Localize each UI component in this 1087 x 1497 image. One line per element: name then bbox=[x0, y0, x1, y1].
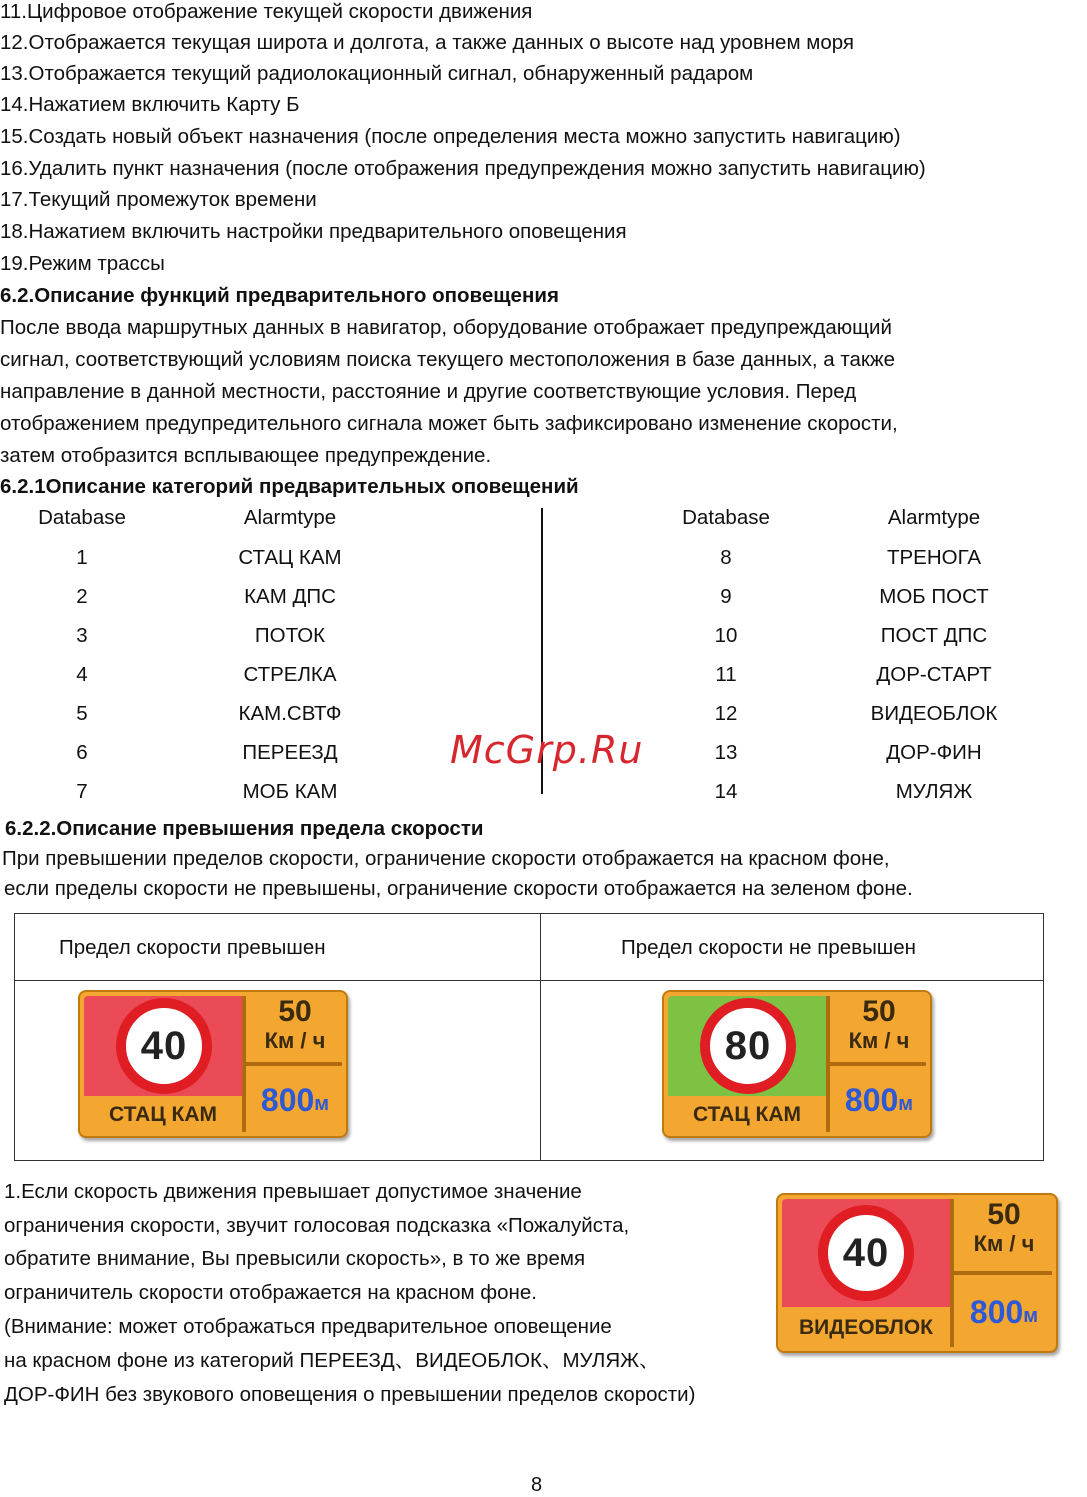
paragraph-line: отображением предупредительного сигнала может быть зафиксировано изменение скорости, bbox=[0, 412, 898, 435]
col-header-database: Database bbox=[682, 506, 770, 529]
note-line: ограничения скорости, звучит голосовая подсказка «Пожалуйста, bbox=[4, 1214, 630, 1237]
note-line: ДОР-ФИН без звукового оповещения о превышении пределов скорости) bbox=[4, 1383, 696, 1406]
sign-category: СТАЦ КАМ bbox=[109, 1103, 217, 1126]
speed-sign-example bbox=[776, 1193, 1058, 1353]
watermark: McGrp.Ru bbox=[450, 728, 644, 772]
col-header-not-exceeded: Предел скорости не превышен bbox=[621, 936, 916, 959]
table-cell-alarmtype: ВИДЕОБЛОК bbox=[870, 702, 998, 725]
table-cell-alarmtype: СТРЕЛКА bbox=[243, 663, 337, 686]
distance-unit: м bbox=[314, 1092, 330, 1115]
distance-value: 800 bbox=[844, 1081, 899, 1118]
paragraph-line: сигнал, соответствующий условиям поиска текущего местоположения в базе данных, а также bbox=[0, 348, 895, 371]
note-line: 1.Если скорость движения превышает допустимое значение bbox=[4, 1180, 582, 1203]
table-cell-database: 1 bbox=[76, 546, 88, 569]
table-cell-database: 6 bbox=[76, 741, 88, 764]
list-item: 12.Отображается текущая широта и долгота, а также данных о высоте над уровнем моря bbox=[0, 31, 855, 54]
table-cell-database: 13 bbox=[714, 741, 738, 764]
list-item: 14.Нажатием включить Карту Б bbox=[0, 93, 300, 116]
table-cell-alarmtype: ПОТОК bbox=[254, 624, 326, 647]
col-header-database: Database bbox=[38, 506, 126, 529]
table-cell-alarmtype: СТАЦ КАМ bbox=[238, 546, 342, 569]
table-cell-database: 9 bbox=[720, 585, 732, 608]
table-cell-database: 11 bbox=[715, 663, 737, 686]
paragraph-line: направление в данной местности, расстояние и другие соответствующие условия. Перед bbox=[0, 380, 857, 403]
table-cell-alarmtype: КАМ ДПС bbox=[244, 585, 336, 608]
table-cell-alarmtype: ДОР-ФИН bbox=[886, 741, 982, 764]
limit-value: 50 bbox=[987, 1198, 1021, 1231]
table-cell-database: 4 bbox=[76, 663, 88, 686]
table-cell-alarmtype: КАМ.СВТФ bbox=[238, 702, 342, 725]
paragraph-line: если пределы скорости не превышены, ограничение скорости отображается на зеленом фоне. bbox=[4, 877, 913, 900]
list-item: 16.Удалить пункт назначения (после отображения предупреждения можно запустить навигацию) bbox=[0, 157, 926, 180]
table-cell-alarmtype: ПЕРЕЕЗД bbox=[242, 741, 338, 764]
limit-value: 50 bbox=[862, 995, 896, 1028]
limit-unit: Км / ч bbox=[848, 1028, 910, 1053]
table-cell-database: 8 bbox=[720, 546, 732, 569]
distance-value: 800 bbox=[260, 1081, 315, 1118]
table-cell-database: 5 bbox=[76, 702, 88, 725]
list-item: 11.Цифровое отображение текущей скорости движения bbox=[0, 0, 533, 23]
section-heading: 6.2.Описание функций предварительного оповещения bbox=[0, 284, 559, 307]
table-cell-database: 10 bbox=[714, 624, 738, 647]
table-cell-alarmtype: ТРЕНОГА bbox=[886, 546, 982, 569]
note-line: обратите внимание, Вы превысили скорость», в то же время bbox=[4, 1247, 586, 1270]
paragraph-line: затем отобразится всплывающее предупреждение. bbox=[0, 444, 492, 467]
table-cell-database: 12 bbox=[714, 702, 738, 725]
table-cell-database: 2 bbox=[76, 585, 88, 608]
section-heading: 6.2.2.Описание превышения предела скорости bbox=[5, 817, 484, 840]
table-cell-database: 7 bbox=[76, 780, 88, 803]
speed-circle: 80 bbox=[700, 998, 796, 1094]
table-cell-alarmtype: ПОСТ ДПС bbox=[880, 624, 988, 647]
distance-unit: м bbox=[898, 1092, 914, 1115]
paragraph-line: При превышении пределов скорости, ограничение скорости отображается на красном фоне, bbox=[2, 847, 890, 870]
table-cell-database: 3 bbox=[76, 624, 88, 647]
distance-unit: м bbox=[1023, 1304, 1039, 1327]
col-header-exceeded: Предел скорости превышен bbox=[59, 936, 326, 959]
speed-circle: 40 bbox=[818, 1205, 914, 1301]
speed-circle: 40 bbox=[116, 998, 212, 1094]
list-item: 18.Нажатием включить настройки предварительного оповещения bbox=[0, 220, 627, 243]
note-line: (Внимание: может отображаться предварительное оповещение bbox=[4, 1315, 612, 1338]
table-cell-database: 14 bbox=[714, 780, 738, 803]
distance-value: 800 bbox=[969, 1293, 1024, 1330]
list-item: 19.Режим трассы bbox=[0, 252, 165, 275]
note-line: на красном фоне из категорий ПЕРЕЕЗД、ВИДЕОБЛОК、МУЛЯЖ、 bbox=[4, 1349, 660, 1372]
limit-value: 50 bbox=[278, 995, 312, 1028]
note-line: ограничитель скорости отображается на красном фоне. bbox=[4, 1281, 537, 1304]
speed-sign-not-exceeded bbox=[662, 990, 932, 1138]
list-item: 17.Текущий промежуток времени bbox=[0, 188, 317, 211]
limit-unit: Км / ч bbox=[264, 1028, 326, 1053]
table-cell-alarmtype: МОБ ПОСТ bbox=[879, 585, 989, 608]
paragraph-line: После ввода маршрутных данных в навигатор, оборудование отображает предупреждающий bbox=[0, 316, 892, 339]
list-item: 15.Создать новый объект назначения (после определения места можно запустить навигацию) bbox=[0, 125, 901, 148]
col-header-alarmtype: Alarmtype bbox=[887, 506, 981, 529]
limit-unit: Км / ч bbox=[973, 1231, 1035, 1256]
table-cell-alarmtype: ДОР-СТАРТ bbox=[876, 663, 992, 686]
section-heading: 6.2.1Описание категорий предварительных оповещений bbox=[0, 475, 579, 498]
col-header-alarmtype: Alarmtype bbox=[243, 506, 337, 529]
sign-category: СТАЦ КАМ bbox=[693, 1103, 801, 1126]
table-cell-alarmtype: МУЛЯЖ bbox=[895, 780, 973, 803]
sign-category: ВИДЕОБЛОК bbox=[798, 1316, 934, 1339]
page-number: 8 bbox=[531, 1474, 543, 1496]
table-cell-alarmtype: МОБ КАМ bbox=[242, 780, 338, 803]
list-item: 13.Отображается текущий радиолокационный сигнал, обнаруженный радаром bbox=[0, 62, 754, 85]
speed-sign-exceeded bbox=[78, 990, 348, 1138]
